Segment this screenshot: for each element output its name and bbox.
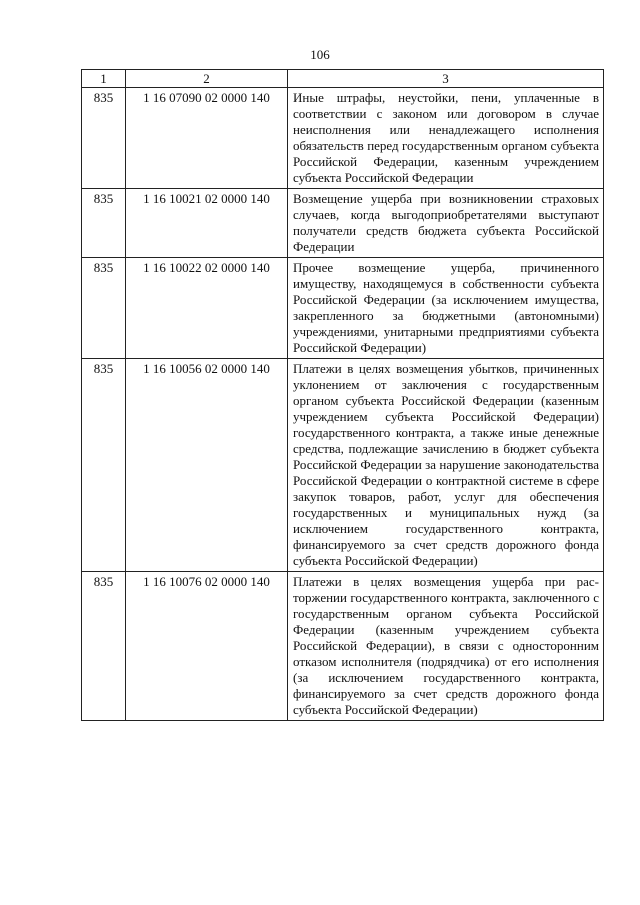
table-row: [82, 258, 604, 359]
description-cell: Возмещение ущерба при возникновении страховых случаев, когда выгодоприобретателями выступают получатели средств бюджета субъекта Российской Федерации: [288, 189, 604, 258]
admin-code-cell: 835: [82, 572, 126, 721]
column-header-3: 3: [288, 70, 604, 88]
budget-code-cell: 1 16 10056 02 0000 140: [126, 359, 288, 572]
budget-code-cell: 1 16 07090 02 0000 140: [126, 88, 288, 189]
description-cell: Иные штрафы, неустойки, пени, уплаченные в соответствии с законом или договором в случае неисполнения или ненадлежащего исполнения обязательств перед государственным органом субъекта Российской Федерации, казенным учреждением субъекта Российской Федерации: [288, 88, 604, 189]
page-number: 106: [310, 47, 330, 62]
admin-code-cell: 835: [82, 258, 126, 359]
description-cell: Платежи в целях возмещения убытков, причиненных уклонением от заключения с государственным органом субъекта Российской Федерации (казенным учреждением субъекта Российской Федерации) государственного контракта, а также иные денежные средства, подлежащие зачислению в бюджет субъекта Российской Федерации за нарушение законодательства Российской Федерации о контрактной системе в сфере закупок товаров, работ, услуг для обеспечения государственных и муниципальных нужд (за исключением государственного контракта, финансируемого за счет средств дорожного фонда субъекта Российской Федерации): [288, 359, 604, 572]
budget-code-cell: 1 16 10076 02 0000 140: [126, 572, 288, 721]
table-header-row: [82, 70, 604, 88]
admin-code-cell: 835: [82, 189, 126, 258]
budget-code-table: [81, 69, 604, 721]
table-row: [82, 88, 604, 189]
table-row: [82, 189, 604, 258]
column-header-2: 2: [126, 70, 288, 88]
budget-code-cell: 1 16 10022 02 0000 140: [126, 258, 288, 359]
column-header-1: 1: [82, 70, 126, 88]
description-cell: Платежи в целях возмещения ущерба при расторжении государственного контракта, заключенного с государственным органом субъекта Российской Федерации (казенным учреждением субъекта Российской Федерации), в связи с односторонним отказом исполнителя (подрядчика) от его исполнения (за исключением государственного контракта, финансируемого за счет средств дорожного фонда субъекта Российской Федерации): [288, 572, 604, 721]
description-cell: Прочее возмещение ущерба, причиненного имуществу, находящемуся в собственности субъекта Российской Федерации (за исключением имущества, закрепленного за бюджетными (автономными) учреждениями, унитарными предприятиями субъекта Российской Федерации): [288, 258, 604, 359]
admin-code-cell: 835: [82, 88, 126, 189]
admin-code-cell: 835: [82, 359, 126, 572]
budget-code-cell: 1 16 10021 02 0000 140: [126, 189, 288, 258]
table-row: [82, 572, 604, 721]
table-row: [82, 359, 604, 572]
